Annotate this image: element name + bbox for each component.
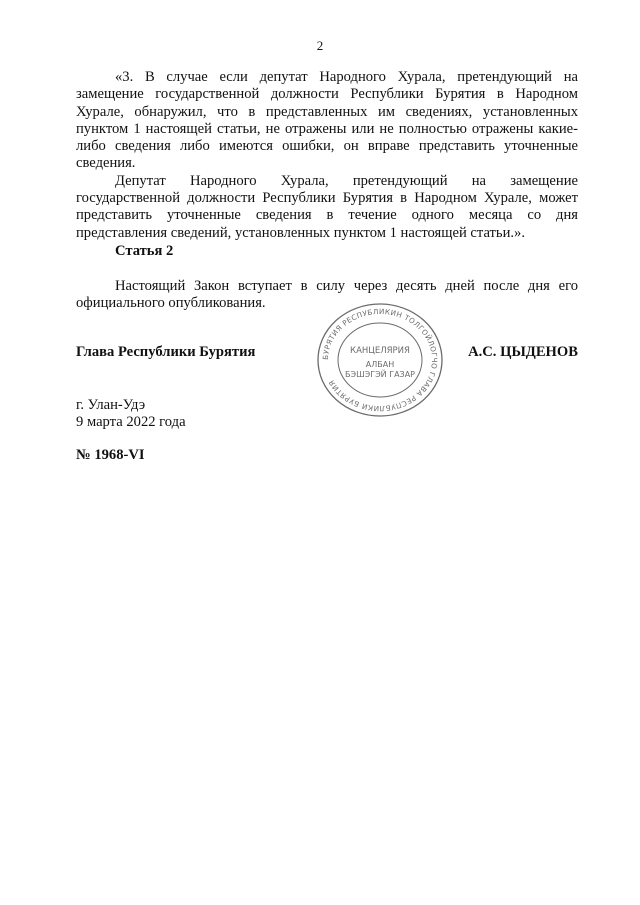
law-number: № 1968-VI xyxy=(76,447,145,463)
official-seal-icon xyxy=(310,300,450,420)
seal-line-2: АЛБАН xyxy=(365,360,395,369)
signatory-name: А.С. ЦЫДЕНОВ xyxy=(468,344,578,360)
page-number: 2 xyxy=(316,38,324,53)
date: 9 марта 2022 года xyxy=(76,414,186,431)
article-paragraph: Настоящий Закон вступает в силу через десять дней после дня его официального опубликования. xyxy=(76,278,578,312)
seal-line-1: КАНЦЕЛЯРИЯ xyxy=(350,346,410,356)
article-heading: Статья 2 xyxy=(115,243,174,259)
amendment-text xyxy=(76,69,578,242)
place-and-date xyxy=(76,397,186,432)
signatory-position: Глава Республики Бурятия xyxy=(76,344,256,360)
amendment-paragraph-2: Депутат Народного Хурала, претендующий на замещение государственной должности Республики Бурятия в Народном Хурале, может представить уточненные сведения в течение одного месяца со дня представления сведений, установленных пунктом 1 настоящей статьи.». xyxy=(76,172,578,241)
amendment-paragraph-1: «3. В случае если депутат Народного Хурала, претендующий на замещение государственной должности Республики Бурятия в Народном Хурале, обнаружил, что в представленных им сведениях, установленных пунктом 1 настоящей статьи, не отражены или не полностью отражены какие-либо сведения либо имеются ошибки, он вправе представить уточненные сведения. xyxy=(76,69,578,172)
seal-line-3: БЭШЭГЭЙ ГАЗАР xyxy=(345,370,415,379)
seal-ring-text: БУРЯТИЯ РЕСПУБЛИКИН ТОЛГОЙЛОГЧО ГЛАВА РЕСПУБЛИКИ БУРЯТИЯ xyxy=(320,306,440,414)
place: г. Улан-Удэ xyxy=(76,397,146,413)
